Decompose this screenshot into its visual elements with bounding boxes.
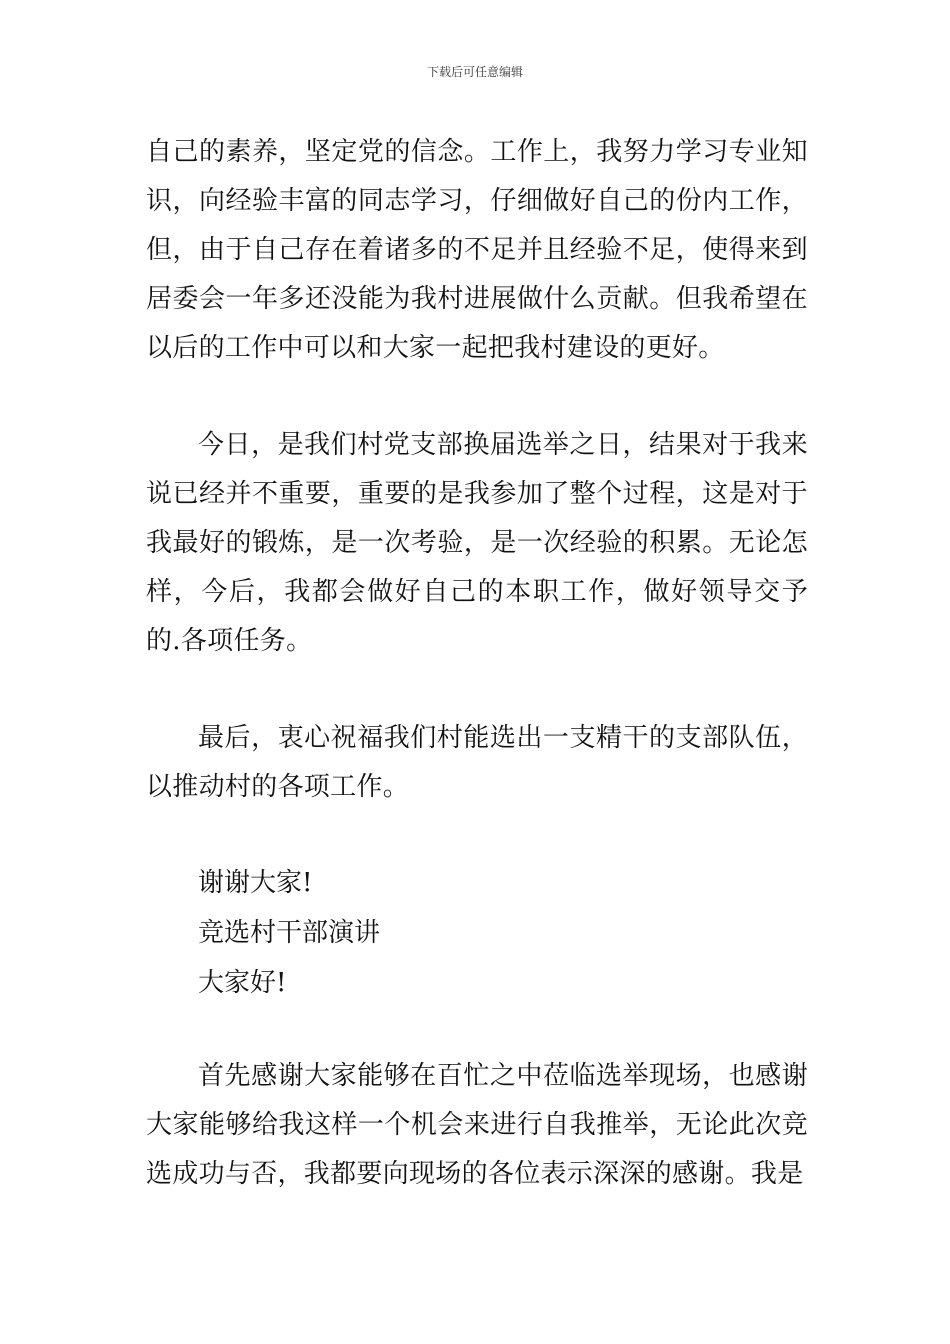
paragraph-closing-wish: 最后，衷心祝福我们村能选出一支精干的支部队伍，以推动村的各项工作。 — [146, 723, 808, 802]
speech-title: 竞选村干部演讲 — [198, 918, 381, 948]
paragraph-gap — [146, 812, 808, 858]
paragraph-continuation: 自己的素养，坚定党的信念。工作上，我努力学习专业知识，向经验丰富的同志学习，仔细做好自己的份内工作，但，由于自己存在着诸多的不足并且经验不足，使得来到居委会一年多还没能为我村进展做什么贡献。但我希望在以后的工作中可以和大家一起把我村建设的更好。 — [146, 137, 808, 363]
thanks-line: 谢谢大家! — [198, 868, 313, 898]
paragraph-gap — [146, 666, 808, 714]
paragraph-gap — [146, 1008, 808, 1052]
paragraph-gap — [146, 373, 808, 421]
document-body — [146, 128, 808, 1199]
paragraph-election-day: 今日，是我们村党支部换届选举之日，结果对于我来说已经并不重要，重要的是我参加了整个过程，这是对于我最好的锻炼，是一次考验，是一次经验的积累。无论怎样，今后，我都会做好自己的本职工作，做好领导交予的.各项任务。 — [146, 430, 808, 656]
greeting-line: 大家好! — [198, 968, 287, 998]
paragraph-opening-thanks: 首先感谢大家能够在百忙之中莅临选举现场，也感谢大家能够给我这样一个机会来进行自我推举，无论此次竞选成功与否，我都要向现场的各位表示深深的感谢。我是 — [146, 1061, 808, 1189]
page-header-note: 下载后可任意编辑 — [426, 65, 523, 79]
